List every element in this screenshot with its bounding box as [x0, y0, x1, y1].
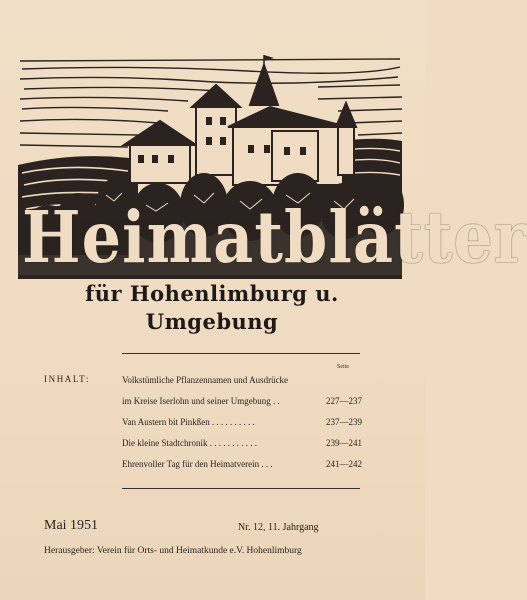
contents-label: INHALT: [44, 374, 90, 384]
toc-item [122, 395, 362, 407]
toc-item [122, 374, 362, 386]
toc-item-pages: 237—239 [326, 417, 362, 427]
masthead-subtitle: für Hohenlimburg u. Umgebung [85, 281, 339, 334]
contents-top-rule [122, 353, 360, 354]
toc-item-title: Die kleine Stadtchronik . . . . . . . . . . . [122, 438, 257, 448]
page-column-header: Seite [337, 364, 349, 370]
contents-bottom-rule [122, 488, 360, 489]
masthead-title: Heimatblätter [22, 195, 527, 280]
toc-item-pages: 227—237 [326, 396, 362, 406]
toc-item-pages: 241—242 [326, 459, 362, 469]
toc-item [122, 437, 362, 449]
issue-number: Nr. 12, 11. Jahrgang [238, 522, 319, 533]
issue-date: Mai 1951 [44, 518, 99, 533]
publisher-line: Herausgeber: Verein für Orts- und Heimatkunde e.V. Hohenlimburg [44, 546, 302, 556]
toc-item-title: Van Austern bit Pinkßen . . . . . . . . . . [122, 417, 255, 427]
toc-item [122, 416, 362, 428]
toc-item-title: Volkstümliche Pflanzennamen und Ausdrücke [122, 375, 289, 385]
toc-item [122, 458, 362, 470]
toc-item-title: Ehrenvoller Tag für den Heimatverein . . . [122, 459, 273, 469]
toc-item-pages: 239—241 [326, 438, 362, 448]
toc-item-title: im Kreise Iserlohn und seiner Umgebung . . [122, 396, 280, 406]
